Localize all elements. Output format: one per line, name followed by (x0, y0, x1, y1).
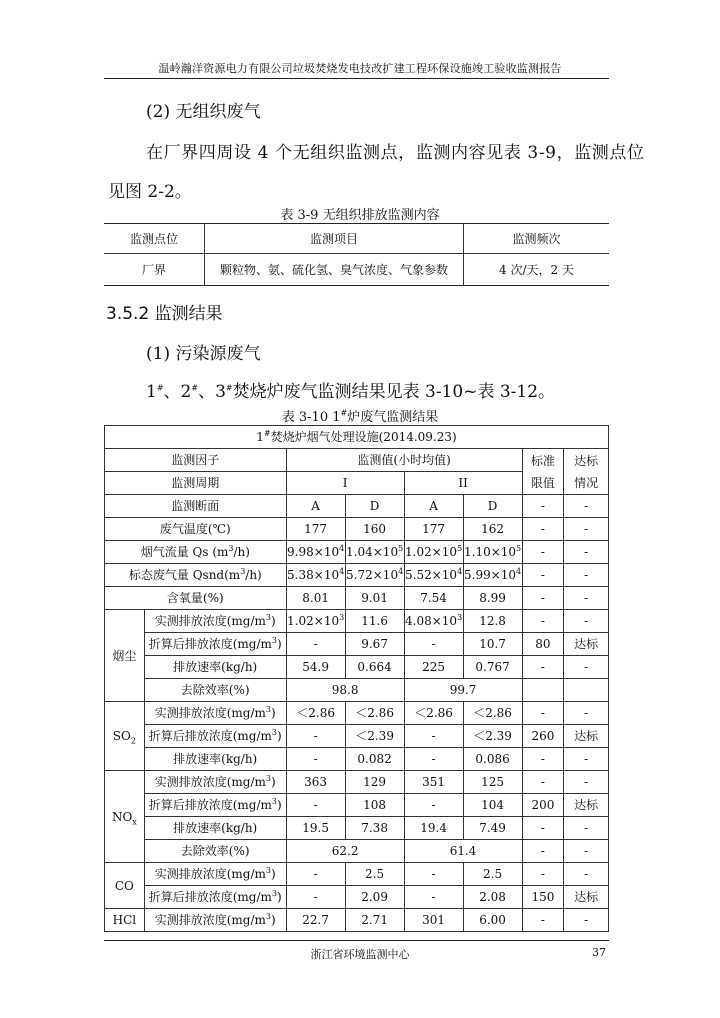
caption-suffix: 炉废气监测结果 (347, 410, 439, 425)
value-cell: - (286, 886, 345, 909)
col-header-compliance (564, 449, 609, 495)
value-cell: - (404, 886, 463, 909)
hash-sup: # (225, 383, 233, 393)
label-pre: 实测排放浓度(mg/m (154, 867, 266, 881)
group-label-co: CO (105, 863, 145, 909)
value-cell (463, 564, 522, 587)
section-cell: D (345, 495, 404, 518)
std-line-1: 标准 (530, 453, 555, 468)
std-cell: - (522, 610, 564, 633)
header-divider (104, 78, 609, 79)
row-label-section: 监测断面 (105, 495, 287, 518)
formula-sub: 2 (130, 736, 136, 746)
value-cell: 19.4 (404, 817, 463, 840)
ok-cell: - (564, 587, 609, 610)
num-1: 1 (146, 382, 157, 402)
paragraph-line-2: 见图 2-2。 (108, 182, 192, 202)
value-cell: 22.7 (286, 909, 345, 932)
ok-cell: - (564, 656, 609, 679)
value-cell: - (404, 725, 463, 748)
report-header: 温岭瀚洋资源电力有限公司垃圾焚烧发电技改扩建工程环保设施竣工验收监测报告 (158, 62, 562, 75)
table-row (105, 656, 609, 679)
value-cell: 0.664 (345, 656, 404, 679)
std-cell: - (522, 909, 564, 932)
value-cell: 98.8 (286, 679, 404, 702)
value-cell: 7.38 (345, 817, 404, 840)
ok-cell: - (564, 610, 609, 633)
table-row (105, 748, 609, 771)
row-label-rate: 排放速率(kg/h) (144, 748, 286, 771)
value-cell (286, 610, 345, 633)
mantissa: 5.38×10 (287, 568, 340, 582)
row-label-converted (144, 725, 286, 748)
hash-sup: # (340, 408, 348, 418)
label-pre: 折算后排放浓度(mg/m (148, 798, 272, 812)
value-cell: - (286, 633, 345, 656)
mantissa: 5.52×10 (405, 568, 458, 582)
value-cell (404, 610, 463, 633)
exponent: 5 (516, 544, 522, 553)
value-cell: - (286, 863, 345, 886)
ok-cell: 达标 (564, 886, 609, 909)
value-cell: 99.7 (404, 679, 522, 702)
ok-cell: - (564, 817, 609, 840)
unit-exp: 3 (271, 797, 277, 806)
subheading-source-gas: (1) 污染源废气 (146, 344, 261, 364)
formula-sub: x (132, 816, 137, 826)
std-cell: - (522, 564, 564, 587)
mantissa: 1.04×10 (346, 545, 399, 559)
hash-sup: # (191, 383, 199, 393)
row-label-converted (144, 633, 286, 656)
value-cell: 54.9 (286, 656, 345, 679)
hash-sup: # (156, 383, 164, 393)
facility-title (105, 426, 609, 449)
formula: SO (112, 729, 131, 743)
row-label-actual (144, 702, 286, 725)
cell-items: 颗粒物、氨、硫化氢、臭气浓度、气象参数 (205, 254, 464, 286)
std-cell: 150 (522, 886, 564, 909)
value-cell: - (404, 748, 463, 771)
footer-org: 浙江省环境监测中心 (310, 948, 410, 961)
std-cell (522, 679, 564, 702)
label-pre: 折算后排放浓度(mg/m (148, 729, 272, 743)
label-post: ) (276, 890, 282, 904)
mantissa: 4.08×10 (405, 614, 458, 628)
value-cell: 10.7 (463, 633, 522, 656)
group-label-hcl: HCl (105, 909, 145, 932)
row-label-efficiency: 去除效率(%) (144, 840, 286, 863)
exponent: 4 (516, 567, 522, 576)
value-cell: 2.5 (463, 863, 522, 886)
section-cell: D (463, 495, 522, 518)
table-row (105, 886, 609, 909)
label-post: ) (270, 614, 276, 628)
std-cell: 260 (522, 725, 564, 748)
value-cell (404, 564, 463, 587)
value-cell: ＜2.39 (345, 725, 404, 748)
value-cell: 363 (286, 771, 345, 794)
table-row (105, 725, 609, 748)
ok-cell: - (564, 541, 609, 564)
table-row (105, 610, 609, 633)
label-post: ) (270, 913, 276, 927)
unit-exp: 3 (228, 544, 234, 553)
value-cell: - (286, 794, 345, 817)
table-row (105, 817, 609, 840)
table-row (105, 587, 609, 610)
label-pre: 折算后排放浓度(mg/m (148, 890, 272, 904)
value-cell: 9.01 (345, 587, 404, 610)
table-row (105, 771, 609, 794)
mantissa: 5.99×10 (464, 568, 517, 582)
value-cell: 2.5 (345, 863, 404, 886)
paragraph-tail: 焚烧炉废气监测结果见表 3-10~表 3-12。 (232, 382, 556, 402)
row-label-temperature: 废气温度(℃) (105, 518, 287, 541)
caption-prefix: 表 3-10 1 (281, 410, 341, 425)
ok-cell (564, 679, 609, 702)
mantissa: 12.8 (479, 614, 506, 628)
value-cell: ＜2.86 (286, 702, 345, 725)
table-row (105, 909, 609, 932)
col-header-point: 监测点位 (104, 224, 205, 254)
period-2: II (404, 472, 522, 495)
facility-text: 焚烧炉烟气处理设施(2014.09.23) (270, 430, 457, 444)
row-label-rate: 排放速率(kg/h) (144, 656, 286, 679)
unit-exp: 3 (265, 705, 271, 714)
value-cell (463, 541, 522, 564)
num-3: 3 (215, 382, 226, 402)
ok-cell: - (564, 840, 609, 863)
table-row (105, 840, 609, 863)
table-row (105, 679, 609, 702)
label-post: ) (270, 775, 276, 789)
value-cell: 19.5 (286, 817, 345, 840)
value-cell: 351 (404, 771, 463, 794)
section-heading-results: 3.5.2 监测结果 (106, 304, 223, 324)
col-header-factor: 监测因子 (105, 449, 287, 472)
mantissa: 5.72×10 (346, 568, 399, 582)
mantissa: 11.6 (361, 614, 388, 628)
value-cell: 160 (345, 518, 404, 541)
unit-exp: 3 (271, 636, 277, 645)
col-header-standard (522, 449, 564, 495)
row-label-actual (144, 771, 286, 794)
ok-cell: - (564, 863, 609, 886)
label-pre: 标态废气量 Qsnd(m (128, 568, 241, 582)
value-cell: ＜2.86 (463, 702, 522, 725)
std-cell: - (522, 518, 564, 541)
std-cell: - (522, 748, 564, 771)
value-cell (345, 541, 404, 564)
value-cell: 62.2 (286, 840, 404, 863)
value-cell: 8.01 (286, 587, 345, 610)
value-cell: 104 (463, 794, 522, 817)
exponent: 4 (339, 567, 345, 576)
exponent: 4 (457, 567, 463, 576)
value-cell: 8.99 (463, 587, 522, 610)
empty-cell: - (522, 495, 564, 518)
ok-cell: 达标 (564, 725, 609, 748)
value-cell: 9.67 (345, 633, 404, 656)
row-label-converted (144, 794, 286, 817)
ok-cell: - (564, 771, 609, 794)
mantissa: 1.02×10 (287, 614, 340, 628)
section-cell: A (286, 495, 345, 518)
unit-exp: 3 (265, 774, 271, 783)
label-post: ) (276, 798, 282, 812)
value-cell: - (286, 748, 345, 771)
value-cell (345, 564, 404, 587)
row-label-flow (105, 541, 287, 564)
table-row (105, 541, 609, 564)
paragraph-line-1: 在厂界四周设 4 个无组织监测点，监测内容见表 3-9，监测点位 (146, 143, 645, 163)
value-cell: 2.71 (345, 909, 404, 932)
label-post: ) (270, 706, 276, 720)
table-row (105, 702, 609, 725)
value-cell: 0.086 (463, 748, 522, 771)
value-cell: - (404, 863, 463, 886)
value-cell: 108 (345, 794, 404, 817)
value-cell: 129 (345, 771, 404, 794)
table-row (105, 518, 609, 541)
table-row (105, 564, 609, 587)
value-cell (404, 541, 463, 564)
value-cell: 225 (404, 656, 463, 679)
formula: NO (111, 809, 133, 824)
ok-cell: - (564, 518, 609, 541)
group-label-so2 (105, 702, 145, 771)
label-post: ) (276, 637, 282, 651)
value-cell (286, 564, 345, 587)
exponent: 4 (398, 567, 404, 576)
table-row (105, 794, 609, 817)
std-cell: 80 (522, 633, 564, 656)
label-post: /h) (245, 568, 262, 582)
row-label-converted (144, 886, 286, 909)
unit-exp: 3 (240, 567, 246, 576)
std-cell: - (522, 541, 564, 564)
table-3-9-caption: 表 3-9 无组织排放监测内容 (280, 208, 440, 223)
value-cell: 162 (463, 518, 522, 541)
row-label-oxygen: 含氧量(%) (105, 587, 287, 610)
page-number: 37 (592, 946, 606, 959)
value-cell (345, 610, 404, 633)
period-1: I (286, 472, 404, 495)
row-label-rate: 排放速率(kg/h) (144, 817, 286, 840)
ok-line-2: 情况 (574, 475, 599, 490)
exponent: 3 (339, 613, 345, 622)
std-cell: - (522, 817, 564, 840)
unit-exp: 3 (271, 889, 277, 898)
footer-divider (104, 940, 609, 941)
table-3-9 (104, 223, 609, 286)
exponent: 5 (457, 544, 463, 553)
label-pre: 烟气流量 Qs (m (140, 545, 229, 559)
col-header-value: 监测值(小时均值) (286, 449, 522, 472)
label-pre: 折算后排放浓度(mg/m (148, 637, 272, 651)
value-cell: 61.4 (404, 840, 522, 863)
value-cell: ＜2.86 (404, 702, 463, 725)
table-3-10-caption (0, 406, 720, 425)
row-label-period: 监测周期 (105, 472, 287, 495)
value-cell: 6.00 (463, 909, 522, 932)
row-label-efficiency: 去除效率(%) (144, 679, 286, 702)
label-post: /h) (233, 545, 250, 559)
value-cell: 7.49 (463, 817, 522, 840)
value-cell: ＜2.86 (345, 702, 404, 725)
std-cell: - (522, 863, 564, 886)
ok-cell: 达标 (564, 794, 609, 817)
sep: 、 (198, 382, 216, 402)
label-pre: 实测排放浓度(mg/m (154, 913, 266, 927)
label-pre: 实测排放浓度(mg/m (154, 614, 266, 628)
col-header-item: 监测项目 (205, 224, 464, 254)
exponent: 3 (457, 613, 463, 622)
value-cell: 301 (404, 909, 463, 932)
row-label-std-flow (105, 564, 287, 587)
cell-point: 厂界 (104, 254, 205, 286)
exponent: 4 (339, 544, 345, 553)
mantissa: 1.02×10 (405, 545, 458, 559)
table-row (105, 863, 609, 886)
ok-cell: - (564, 702, 609, 725)
table-3-10 (104, 425, 609, 932)
value-cell: 0.767 (463, 656, 522, 679)
value-cell: 0.082 (345, 748, 404, 771)
group-label-dust: 烟尘 (105, 610, 145, 702)
std-cell: - (522, 840, 564, 863)
value-cell: - (404, 794, 463, 817)
std-cell: - (522, 702, 564, 725)
row-label-actual (144, 610, 286, 633)
value-cell (463, 610, 522, 633)
table-row (105, 633, 609, 656)
value-cell: 2.09 (345, 886, 404, 909)
value-cell: 7.54 (404, 587, 463, 610)
std-cell: - (522, 587, 564, 610)
value-cell: - (404, 633, 463, 656)
std-cell: - (522, 771, 564, 794)
ok-cell: - (564, 564, 609, 587)
value-cell: 125 (463, 771, 522, 794)
mantissa: 9.98×10 (287, 545, 340, 559)
std-cell: 200 (522, 794, 564, 817)
unit-exp: 3 (265, 912, 271, 921)
std-cell: - (522, 656, 564, 679)
num-2: 2 (180, 382, 192, 402)
ok-cell: 达标 (564, 633, 609, 656)
hash-sup: # (263, 429, 271, 438)
col-header-frequency: 监测频次 (464, 224, 610, 254)
sep: 、 (163, 382, 181, 402)
row-label-actual (144, 909, 286, 932)
ok-cell: - (564, 909, 609, 932)
heading-fugitive-gas: (2) 无组织废气 (146, 102, 261, 122)
value-cell: 177 (286, 518, 345, 541)
value-cell: ＜2.39 (463, 725, 522, 748)
unit-exp: 3 (271, 728, 277, 737)
unit-exp: 3 (265, 613, 271, 622)
paragraph-incinerator (146, 377, 555, 402)
section-cell: A (404, 495, 463, 518)
std-line-2: 限值 (530, 475, 555, 490)
cell-frequency: 4 次/天，2 天 (499, 263, 574, 277)
unit-exp: 3 (265, 866, 271, 875)
mantissa: 1.10×10 (464, 545, 517, 559)
label-post: ) (276, 729, 282, 743)
label-post: ) (270, 867, 276, 881)
group-label-nox (105, 771, 145, 863)
label-pre: 实测排放浓度(mg/m (154, 775, 266, 789)
value-cell: 2.08 (463, 886, 522, 909)
value-cell: 177 (404, 518, 463, 541)
exponent: 5 (398, 544, 404, 553)
label-pre: 实测排放浓度(mg/m (154, 706, 266, 720)
row-label-actual (144, 863, 286, 886)
facility-num: 1 (256, 430, 264, 444)
ok-line-1: 达标 (574, 453, 599, 468)
ok-cell: - (564, 748, 609, 771)
value-cell: - (286, 725, 345, 748)
value-cell (286, 541, 345, 564)
empty-cell: - (564, 495, 609, 518)
